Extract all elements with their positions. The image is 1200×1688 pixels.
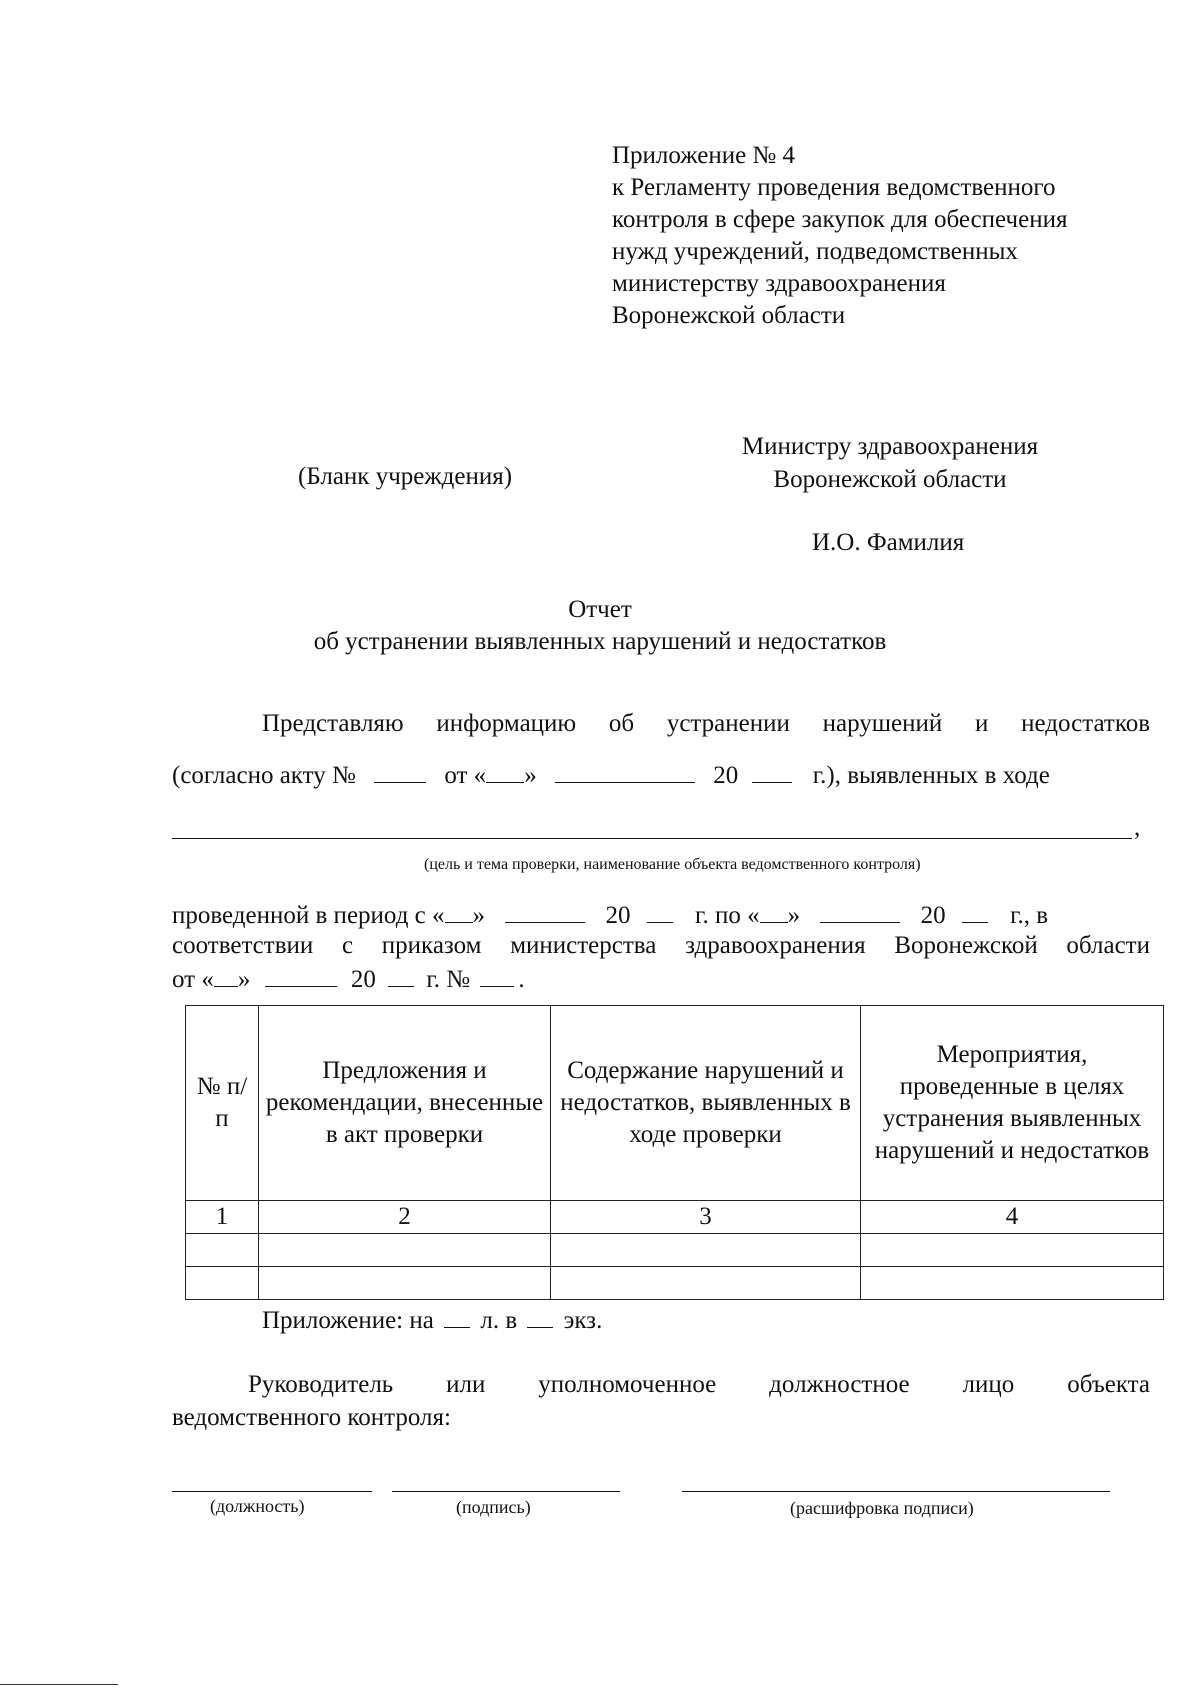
signature-line [392, 1491, 620, 1492]
column-header-number: № п/п [186, 1006, 259, 1201]
addressee [690, 430, 1090, 496]
body-text: л. в [480, 1307, 518, 1334]
table-cell [861, 1234, 1164, 1267]
order-date-line [172, 964, 525, 994]
column-header-proposals: Предложения и рекомендации, внесенные в акт проверки [259, 1006, 551, 1201]
addressee-name: И.О. Фамилия [812, 529, 965, 556]
position-caption: (должность) [210, 1496, 305, 1516]
body-text: 20 [350, 966, 376, 993]
head-text-line-2: ведомственного контроля: [172, 1404, 451, 1431]
body-text: г.), выявленных в ходе [812, 762, 1050, 789]
table-cell: 2 [259, 1201, 551, 1234]
body-text: проведенной в период с « [172, 902, 445, 929]
table-cell [551, 1267, 861, 1300]
head-text-line [248, 1371, 1150, 1399]
body-text: от « [444, 762, 487, 789]
table-cell [551, 1234, 861, 1267]
year-blank [647, 900, 673, 923]
period-line [172, 900, 1150, 930]
purpose-blank-line [172, 838, 1132, 839]
attachment-line [262, 1305, 602, 1335]
act-reference-line [172, 760, 1050, 790]
body-text: г. № [426, 966, 471, 993]
annex-line: контроля в сфере закупок для обеспечения [612, 206, 1068, 233]
month-blank [555, 760, 695, 783]
table-row [186, 1234, 1164, 1267]
body-text: г. по « [695, 902, 760, 929]
body-text: 20 [605, 902, 631, 929]
day-blank [760, 900, 788, 923]
table-row [186, 1267, 1164, 1300]
day-blank [486, 760, 524, 783]
table-cell: 4 [861, 1201, 1164, 1234]
document-title: Отчет [568, 596, 632, 623]
body-paragraph-line [262, 710, 1150, 738]
table-cell [186, 1267, 259, 1300]
body-text: » [237, 966, 251, 993]
institution-letterhead-label: (Бланк учреждения) [298, 463, 513, 490]
annex-header [612, 140, 1067, 332]
body-text: » [787, 902, 801, 929]
day-blank [445, 900, 473, 923]
act-number-blank [374, 760, 426, 783]
table-cell [259, 1267, 551, 1300]
table-cell [186, 1234, 259, 1267]
report-table [185, 1005, 1164, 1300]
month-blank [820, 900, 900, 923]
year-blank [388, 964, 414, 987]
body-text: Приложение: на [262, 1307, 434, 1334]
annex-line: Воронежской области [612, 302, 846, 329]
comma: , [1134, 814, 1141, 841]
table-row [186, 1201, 1164, 1234]
decoding-signature-line [682, 1491, 1110, 1492]
order-number-blank [480, 964, 514, 987]
scan-edge-mark [0, 1684, 118, 1685]
order-line [172, 932, 1150, 960]
table-cell [259, 1234, 551, 1267]
table-header-row [186, 1006, 1164, 1201]
year-blank [752, 760, 792, 783]
position-signature-line [172, 1491, 372, 1492]
document-subtitle: об устранении выявленных нарушений и недостатков [313, 628, 887, 655]
body-text: » [472, 902, 486, 929]
column-header-violations: Содержание нарушений и недостатков, выявленных в ходе проверки [551, 1006, 861, 1201]
year-blank [962, 900, 988, 923]
annex-line: министерству здравоохранения [612, 270, 946, 297]
addressee-region: Воронежской области [773, 466, 1007, 493]
body-text: г., в [1010, 902, 1049, 929]
sheets-blank [444, 1305, 470, 1328]
day-blank [214, 964, 238, 987]
body-text: . [518, 966, 525, 993]
month-blank [265, 964, 337, 987]
signature-caption: (подпись) [456, 1497, 531, 1517]
body-text: соответствии с приказом министерства здравоохранения Воронежской области [172, 932, 1150, 959]
body-text: (согласно акту № [172, 762, 356, 789]
addressee-title: Министру здравоохранения [741, 433, 1039, 460]
body-text: от « [172, 966, 214, 993]
body-text: » [524, 762, 537, 789]
decoding-caption: (расшифровка подписи) [790, 1498, 974, 1518]
body-text: 20 [713, 762, 739, 789]
body-text: Представляю информацию об устранении нарушений и недостатков [262, 710, 1150, 737]
table-cell: 1 [186, 1201, 259, 1234]
month-blank [505, 900, 585, 923]
annex-line: нужд учреждений, подведомственных [612, 238, 1018, 265]
copies-blank [527, 1305, 553, 1328]
body-text: 20 [920, 902, 946, 929]
annex-line: Приложение № 4 [612, 142, 796, 169]
annex-line: к Регламенту проведения ведомственного [612, 174, 1056, 201]
table-cell: 3 [551, 1201, 861, 1234]
purpose-caption: (цель и тема проверки, наименование объекта ведомственного контроля) [424, 856, 921, 873]
body-text: экз. [563, 1307, 603, 1334]
body-text: Руководитель или уполномоченное должностное лицо объекта [248, 1371, 1150, 1398]
table-cell [861, 1267, 1164, 1300]
column-header-measures: Мероприятия, проведенные в целях устранения выявленных нарушений и недостатков [861, 1006, 1164, 1201]
